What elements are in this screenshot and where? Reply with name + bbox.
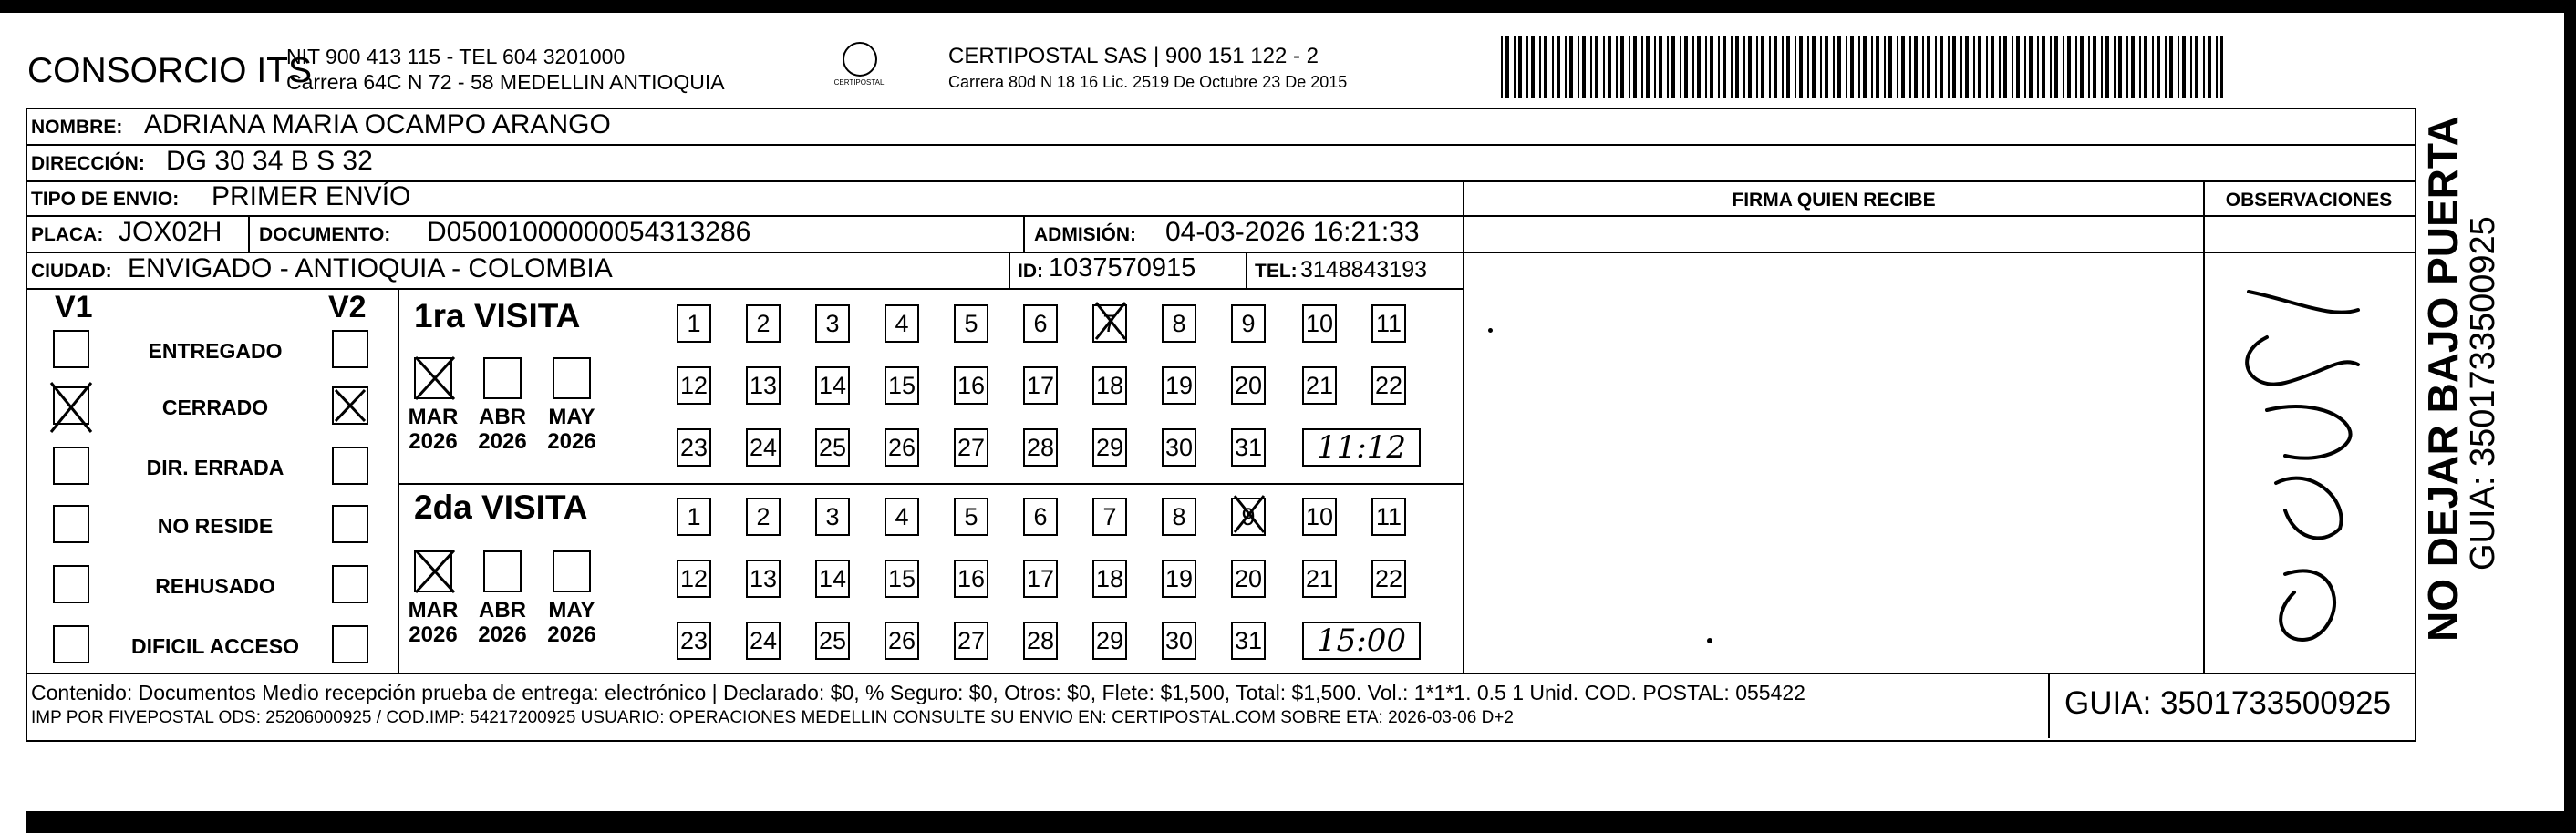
right-scan-border — [2564, 0, 2576, 833]
barcode-bar — [1876, 36, 1879, 98]
nit-line: NIT 900 413 115 - TEL 604 3201000 — [286, 45, 626, 68]
barcode-bar — [2080, 36, 2084, 98]
admision-divider — [1023, 215, 1025, 252]
v1-checkbox-dificil-acceso[interactable] — [53, 625, 89, 663]
barcode-bar — [1641, 36, 1643, 98]
v2-check-mark-icon — [334, 388, 367, 423]
barcode-bar — [1769, 36, 1771, 98]
v1-checkbox-no-reside[interactable] — [53, 505, 89, 543]
barcode-bar — [1671, 36, 1675, 98]
second-visit-day-14[interactable]: 14 — [815, 560, 850, 598]
barcode-bar — [1557, 36, 1560, 98]
barcode — [1501, 36, 2223, 98]
second-visit-day-1[interactable]: 1 — [677, 498, 711, 536]
direccion-value: DG 30 34 B S 32 — [166, 146, 373, 176]
ciudad-label: CIUDAD: — [31, 261, 112, 282]
first-visit-day-27[interactable]: 27 — [954, 428, 988, 467]
status-option-label: NO RESIDE — [157, 514, 274, 538]
first-visit-day-13[interactable]: 13 — [746, 366, 781, 405]
barcode-bar — [1748, 36, 1752, 98]
barcode-bar — [2139, 36, 2141, 98]
second-visit-day-26[interactable]: 26 — [885, 622, 919, 660]
documento-label: DOCUMENTO: — [259, 224, 391, 245]
barcode-bar — [2016, 36, 2020, 98]
first-visit-day-5[interactable]: 5 — [954, 304, 988, 343]
barcode-bar — [1629, 36, 1630, 98]
second-visit-month-abr-checkbox[interactable] — [483, 550, 522, 592]
signature-dot — [1488, 328, 1493, 333]
barcode-bar — [1514, 36, 1516, 98]
first-visit-day-26[interactable]: 26 — [885, 428, 919, 467]
barcode-bar — [1565, 36, 1567, 98]
second-visit-day-22[interactable]: 22 — [1371, 560, 1406, 598]
first-visit-day-31[interactable]: 31 — [1231, 428, 1266, 467]
barcode-bar — [1552, 36, 1554, 98]
nombre-value: ADRIANA MARIA OCAMPO ARANGO — [144, 109, 611, 139]
first-visit-day-20[interactable]: 20 — [1231, 366, 1266, 405]
visit-divider — [398, 483, 1464, 485]
first-visit-day-15[interactable]: 15 — [885, 366, 919, 405]
first-visit-day-8[interactable]: 8 — [1162, 304, 1196, 343]
barcode-bar — [1897, 36, 1898, 98]
barcode-bar — [1569, 36, 1573, 98]
barcode-bar — [1667, 36, 1669, 98]
second-visit-day-8[interactable]: 8 — [1162, 498, 1196, 536]
barcode-bar — [2208, 36, 2211, 98]
barcode-bar — [1812, 36, 1816, 98]
barcode-bar — [1833, 36, 1835, 98]
carrier-info — [948, 44, 1347, 95]
address-line: Carrera 64C N 72 - 58 MEDELLIN ANTIOQUIA — [286, 70, 725, 94]
barcode-bar — [2093, 36, 2096, 98]
barcode-bar — [2105, 36, 2109, 98]
barcode-bar — [1884, 36, 1886, 98]
year-label: 2026 — [409, 429, 458, 454]
barcode-bar — [1505, 36, 1509, 98]
barcode-bar — [1927, 36, 1930, 98]
id-label: ID: — [1018, 261, 1043, 282]
barcode-bar — [1960, 36, 1962, 98]
no-dejar-bajo-puerta: NO DEJAR BAJO PUERTA — [2419, 116, 2467, 642]
barcode-bar — [2203, 36, 2205, 98]
barcode-bar — [1705, 36, 1707, 98]
barcode-bar — [1799, 36, 1803, 98]
barcode-bar — [1820, 36, 1822, 98]
first-visit-day-18[interactable]: 18 — [1092, 366, 1127, 405]
barcode-bar — [2126, 36, 2128, 98]
first-visit-month-caption — [540, 405, 604, 454]
barcode-bar — [2050, 36, 2052, 98]
barcode-bar — [2178, 36, 2179, 98]
first-visit-month-caption — [401, 405, 465, 454]
tel-value: 3148843193 — [1300, 257, 1428, 283]
barcode-bar — [1863, 36, 1867, 98]
first-visit-day-21[interactable]: 21 — [1302, 366, 1337, 405]
tel-label: TEL: — [1255, 261, 1298, 282]
second-visit-day-25[interactable]: 25 — [815, 622, 850, 660]
second-visit-day-31[interactable]: 31 — [1231, 622, 1266, 660]
second-visit-day-19[interactable]: 19 — [1162, 560, 1196, 598]
second-visit-day-check-mark-icon — [1233, 494, 1266, 534]
barcode-bar — [2152, 36, 2154, 98]
barcode-bar — [2144, 36, 2147, 98]
barcode-bar — [2042, 36, 2045, 98]
first-visit-day-9[interactable]: 9 — [1231, 304, 1266, 343]
year-label: 2026 — [478, 429, 527, 454]
bottom-scan-border — [26, 811, 2576, 833]
barcode-bar — [1680, 36, 1681, 98]
barcode-bar — [1659, 36, 1662, 98]
first-visit-day-3[interactable]: 3 — [815, 304, 850, 343]
barcode-bar — [1531, 36, 1535, 98]
barcode-bar — [2131, 36, 2135, 98]
barcode-bar — [1807, 36, 1809, 98]
month-label: ABR — [479, 405, 526, 429]
first-visit-day-10[interactable]: 10 — [1302, 304, 1337, 343]
month-label: MAR — [408, 405, 459, 429]
first-visit-day-25[interactable]: 25 — [815, 428, 850, 467]
v2-header: V2 — [328, 290, 367, 324]
firma-divider — [1463, 180, 1464, 673]
barcode-bar — [1991, 36, 1994, 98]
barcode-bar — [2114, 36, 2116, 98]
barcode-bar — [1684, 36, 1688, 98]
status-option-label: REHUSADO — [155, 574, 275, 598]
second-visit-day-3[interactable]: 3 — [815, 498, 850, 536]
year-label: 2026 — [547, 429, 596, 454]
second-visit-month-caption — [471, 598, 534, 647]
barcode-bar — [2118, 36, 2122, 98]
contenido-line: Contenido: Documentos Medio recepción prueba de entrega: electrónico | Declarado: $0, % Seguro: $0, Otros: $0, Flete: $1,500, Total: $1,500. Vol.: 1*1*1. 0.5 1 Unid. COD. POSTAL: 055422 — [31, 681, 1805, 704]
barcode-bar — [1526, 36, 1528, 98]
first-visit-day-19[interactable]: 19 — [1162, 366, 1196, 405]
barcode-bar — [1850, 36, 1854, 98]
firma-header: FIRMA QUIEN RECIBE — [1732, 190, 1936, 211]
barcode-bar — [1846, 36, 1847, 98]
v1-checkbox-entregado[interactable] — [53, 330, 89, 368]
second-visit-day-12[interactable]: 12 — [677, 560, 711, 598]
month-label: MAR — [408, 598, 459, 622]
barcode-bar — [1544, 36, 1547, 98]
v1-checkbox-rehusado[interactable] — [53, 565, 89, 603]
second-visit-day-15[interactable]: 15 — [885, 560, 919, 598]
second-visit-day-5[interactable]: 5 — [954, 498, 988, 536]
barcode-bar — [1590, 36, 1592, 98]
barcode-bar — [1948, 36, 1950, 98]
barcode-bar — [1909, 36, 1911, 98]
logo-caption: CERTIPOSTAL — [833, 78, 885, 87]
barcode-bar — [1539, 36, 1541, 98]
v2-checkbox-dificil-acceso[interactable] — [332, 625, 368, 663]
barcode-bar — [1743, 36, 1745, 98]
status-option-label: CERRADO — [161, 396, 269, 419]
barcode-bar — [2088, 36, 2090, 98]
first-visit-day-16[interactable]: 16 — [954, 366, 988, 405]
barcode-bar — [2101, 36, 2103, 98]
second-visit-day-10[interactable]: 10 — [1302, 498, 1337, 536]
certipostal-logo — [832, 42, 886, 98]
first-visit-day-22[interactable]: 22 — [1371, 366, 1406, 405]
first-visit-day-12[interactable]: 12 — [677, 366, 711, 405]
barcode-bar — [2037, 36, 2039, 98]
v2-checkbox-entregado[interactable] — [332, 330, 368, 368]
placa-value: JOX02H — [119, 217, 222, 247]
first-visit-day-28[interactable]: 28 — [1023, 428, 1058, 467]
barcode-bar — [1858, 36, 1860, 98]
barcode-bar — [1731, 36, 1733, 98]
barcode-bar — [2190, 36, 2192, 98]
first-visit-day-2[interactable]: 2 — [746, 304, 781, 343]
admision-label: ADMISIÓN: — [1034, 224, 1136, 245]
top-scan-border — [0, 0, 2576, 13]
year-label: 2026 — [547, 622, 596, 647]
barcode-bar — [1603, 36, 1605, 98]
first-visit-month-check-mark-icon — [414, 355, 456, 401]
company-info — [286, 44, 725, 95]
barcode-bar — [1710, 36, 1713, 98]
second-visit-day-18[interactable]: 18 — [1092, 560, 1127, 598]
second-visit-day-2[interactable]: 2 — [746, 498, 781, 536]
barcode-bar — [1978, 36, 1981, 98]
observaciones-divider — [2203, 180, 2205, 673]
barcode-bar — [1578, 36, 1579, 98]
id-divider — [1009, 252, 1010, 288]
barcode-bar — [1914, 36, 1918, 98]
barcode-bar — [1774, 36, 1777, 98]
v1-check-mark-icon — [49, 381, 93, 434]
v1-checkbox-dir-errada[interactable] — [53, 447, 89, 485]
first-visit-day-4[interactable]: 4 — [885, 304, 919, 343]
placa-divider — [248, 215, 250, 252]
first-visit-day-23[interactable]: 23 — [677, 428, 711, 467]
logo-circle-icon — [843, 42, 877, 77]
first-visit-day-7[interactable]: 7 — [1092, 304, 1127, 343]
first-visit-time-field[interactable]: 11:12 — [1302, 428, 1421, 467]
first-visit-month-abr-checkbox[interactable] — [483, 357, 522, 399]
second-visit-day-13[interactable]: 13 — [746, 560, 781, 598]
second-visit-day-28[interactable]: 28 — [1023, 622, 1058, 660]
barcode-bar — [2075, 36, 2077, 98]
barcode-bar — [2003, 36, 2007, 98]
barcode-bar — [1922, 36, 1924, 98]
imp-line: IMP POR FIVEPOSTAL ODS: 25206000925 / COD.IMP: 54217200925 USUARIO: OPERACIONES MEDELLIN CONSULTE SU ENVIO EN: CERTIPOSTAL.COM SOBRE ETA: 2026-03-06 D+2 — [31, 708, 1514, 727]
barcode-bar — [1501, 36, 1503, 98]
status-option-label: DIFICIL ACCESO — [130, 634, 299, 658]
barcode-bar — [1718, 36, 1720, 98]
year-label: 2026 — [409, 622, 458, 647]
second-visit-day-30[interactable]: 30 — [1162, 622, 1196, 660]
barcode-bar — [1735, 36, 1739, 98]
second-visit-day-20[interactable]: 20 — [1231, 560, 1266, 598]
second-visit-day-11[interactable]: 11 — [1371, 498, 1406, 536]
first-visit-day-6[interactable]: 6 — [1023, 304, 1058, 343]
first-visit-day-check-mark-icon — [1094, 301, 1127, 341]
second-visit-month-caption — [401, 598, 465, 647]
barcode-bar — [1761, 36, 1764, 98]
first-visit-title: 1ra VISITA — [414, 297, 581, 334]
admision-value: 04-03-2026 16:21:33 — [1165, 217, 1420, 247]
barcode-bar — [2012, 36, 2013, 98]
status-option-label: DIR. ERRADA — [146, 456, 284, 479]
barcode-bar — [2195, 36, 2198, 98]
second-visit-day-24[interactable]: 24 — [746, 622, 781, 660]
barcode-bar — [1646, 36, 1650, 98]
first-visit-month-may-checkbox[interactable] — [553, 357, 591, 399]
placa-label: PLACA: — [31, 224, 104, 245]
barcode-bar — [1965, 36, 1969, 98]
barcode-bar — [1595, 36, 1598, 98]
footer-divider — [26, 673, 2415, 674]
id-value: 1037570915 — [1049, 253, 1196, 283]
first-visit-day-24[interactable]: 24 — [746, 428, 781, 467]
carrier-address: Carrera 80d N 18 16 Lic. 2519 De Octubre 23 De 2015 — [948, 73, 1348, 91]
observaciones-handwriting — [2212, 273, 2395, 656]
barcode-bar — [1999, 36, 2001, 98]
first-visit-day-11[interactable]: 11 — [1371, 304, 1406, 343]
second-visit-day-27[interactable]: 27 — [954, 622, 988, 660]
second-visit-day-21[interactable]: 21 — [1302, 560, 1337, 598]
company-name: CONSORCIO ITS — [27, 51, 313, 90]
status-divider — [398, 288, 399, 673]
barcode-bar — [2029, 36, 2033, 98]
barcode-bar — [1608, 36, 1611, 98]
barcode-bar — [1697, 36, 1701, 98]
barcode-bar — [2165, 36, 2167, 98]
barcode-bar — [2157, 36, 2160, 98]
barcode-bar — [1633, 36, 1637, 98]
second-visit-day-17[interactable]: 17 — [1023, 560, 1058, 598]
second-visit-day-7[interactable]: 7 — [1092, 498, 1127, 536]
barcode-bar — [1616, 36, 1618, 98]
second-visit-day-29[interactable]: 29 — [1092, 622, 1127, 660]
year-label: 2026 — [478, 622, 527, 647]
first-visit-day-29[interactable]: 29 — [1092, 428, 1127, 467]
barcode-bar — [1940, 36, 1943, 98]
second-visit-month-may-checkbox[interactable] — [553, 550, 591, 592]
first-visit-day-30[interactable]: 30 — [1162, 428, 1196, 467]
second-visit-title: 2da VISITA — [414, 488, 588, 526]
v2-checkbox-no-reside[interactable] — [332, 505, 368, 543]
barcode-bar — [1837, 36, 1841, 98]
documento-value: D05001000000054313286 — [427, 217, 751, 247]
v2-checkbox-dir-errada[interactable] — [332, 447, 368, 485]
first-visit-month-caption — [471, 405, 534, 454]
barcode-bar — [1756, 36, 1758, 98]
barcode-bar — [2024, 36, 2026, 98]
barcode-bar — [2063, 36, 2064, 98]
second-visit-day-6[interactable]: 6 — [1023, 498, 1058, 536]
footer-guia-divider — [2048, 673, 2050, 738]
barcode-bar — [1692, 36, 1694, 98]
barcode-bar — [1871, 36, 1873, 98]
tipo-envio-value: PRIMER ENVÍO — [212, 181, 411, 211]
carrier-line: CERTIPOSTAL SAS | 900 151 122 - 2 — [948, 44, 1319, 68]
signature-dot — [1707, 638, 1712, 643]
second-visit-time-field[interactable]: 15:00 — [1302, 622, 1421, 660]
second-visit-day-16[interactable]: 16 — [954, 560, 988, 598]
first-visit-day-14[interactable]: 14 — [815, 366, 850, 405]
barcode-bar — [2216, 36, 2218, 98]
barcode-bar — [2054, 36, 2058, 98]
second-visit-day-9[interactable]: 9 — [1231, 498, 1266, 536]
barcode-bar — [1901, 36, 1905, 98]
row-divider — [26, 288, 1464, 290]
second-visit-month-caption — [540, 598, 604, 647]
month-label: MAY — [548, 405, 595, 429]
footer-guia: GUIA: 3501733500925 — [2064, 685, 2392, 721]
second-visit-day-23[interactable]: 23 — [677, 622, 711, 660]
barcode-bar — [1620, 36, 1624, 98]
v1-header: V1 — [55, 290, 93, 324]
barcode-bar — [2182, 36, 2186, 98]
row-divider — [26, 144, 2415, 146]
barcode-bar — [1888, 36, 1892, 98]
month-label: MAY — [548, 598, 595, 622]
barcode-bar — [1654, 36, 1656, 98]
second-visit-day-4[interactable]: 4 — [885, 498, 919, 536]
month-label: ABR — [479, 598, 526, 622]
first-visit-day-1[interactable]: 1 — [677, 304, 711, 343]
barcode-bar — [1825, 36, 1828, 98]
ciudad-value: ENVIGADO - ANTIOQUIA - COLOMBIA — [128, 253, 613, 283]
barcode-bar — [1518, 36, 1522, 98]
status-option-label: ENTREGADO — [148, 339, 283, 363]
tipo-envio-label: TIPO DE ENVIO: — [31, 189, 180, 210]
barcode-bar — [1582, 36, 1586, 98]
side-guia: GUIA: 3501733500925 — [2464, 216, 2502, 571]
barcode-bar — [1795, 36, 1796, 98]
barcode-bar — [1786, 36, 1790, 98]
nombre-label: NOMBRE: — [31, 117, 123, 138]
barcode-bar — [2067, 36, 2071, 98]
barcode-bar — [1973, 36, 1975, 98]
barcode-bar — [1986, 36, 1988, 98]
tel-divider — [1246, 252, 1247, 288]
barcode-bar — [1782, 36, 1784, 98]
observaciones-header: OBSERVACIONES — [2225, 190, 2393, 211]
direccion-label: DIRECCIÓN: — [31, 153, 145, 174]
first-visit-day-17[interactable]: 17 — [1023, 366, 1058, 405]
barcode-bar — [1935, 36, 1937, 98]
v2-checkbox-rehusado[interactable] — [332, 565, 368, 603]
barcode-bar — [2169, 36, 2173, 98]
barcode-bar — [2220, 36, 2223, 98]
barcode-bar — [1952, 36, 1956, 98]
second-visit-month-check-mark-icon — [414, 549, 456, 594]
barcode-bar — [1723, 36, 1726, 98]
